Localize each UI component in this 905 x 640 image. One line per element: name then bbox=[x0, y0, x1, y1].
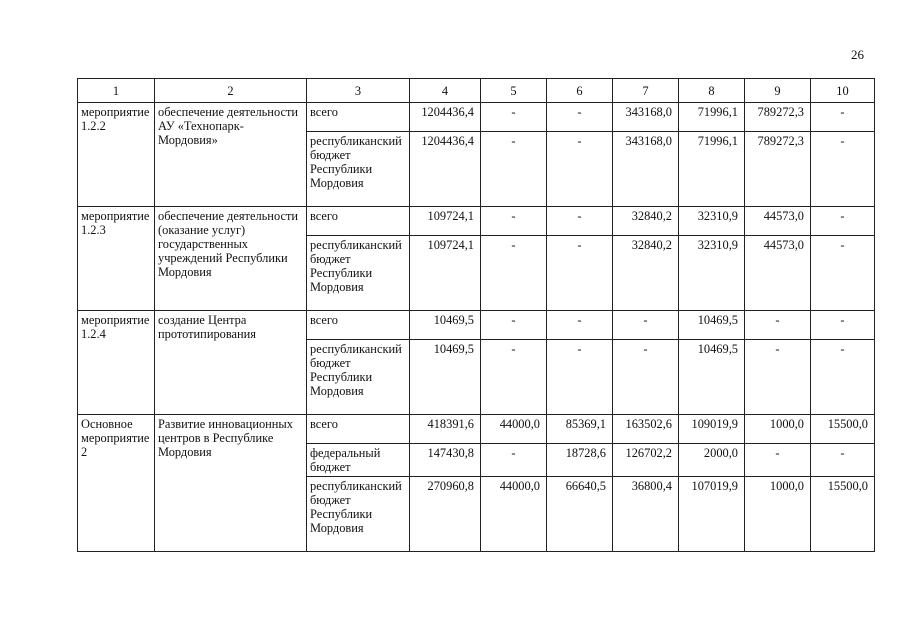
column-header: 8 bbox=[679, 79, 745, 103]
funding-source-cell: всего bbox=[307, 415, 410, 444]
amount-cell: 32840,2 bbox=[613, 207, 679, 236]
amount-cell: 147430,8 bbox=[410, 444, 481, 477]
amount-cell: 789272,3 bbox=[745, 132, 811, 207]
funding-source-cell: федеральный бюджет bbox=[307, 444, 410, 477]
amount-cell: - bbox=[811, 132, 875, 207]
funding-source-cell: республиканский бюджет Республики Мордовия bbox=[307, 340, 410, 415]
amount-cell: - bbox=[481, 132, 547, 207]
amount-cell: - bbox=[613, 311, 679, 340]
amount-cell: 1000,0 bbox=[745, 415, 811, 444]
amount-cell: - bbox=[745, 340, 811, 415]
column-header: 10 bbox=[811, 79, 875, 103]
column-header: 6 bbox=[547, 79, 613, 103]
amount-cell: 32310,9 bbox=[679, 207, 745, 236]
amount-cell: 66640,5 bbox=[547, 477, 613, 552]
amount-cell: 1000,0 bbox=[745, 477, 811, 552]
amount-cell: 15500,0 bbox=[811, 415, 875, 444]
amount-cell: 2000,0 bbox=[679, 444, 745, 477]
amount-cell: 18728,6 bbox=[547, 444, 613, 477]
column-header: 2 bbox=[155, 79, 307, 103]
amount-cell: - bbox=[811, 340, 875, 415]
funding-source-cell: всего bbox=[307, 103, 410, 132]
table-row bbox=[78, 103, 875, 132]
column-header: 1 bbox=[78, 79, 155, 103]
activity-code-cell: мероприятие 1.2.3 bbox=[78, 207, 155, 311]
amount-cell: 109724,1 bbox=[410, 236, 481, 311]
activity-name-cell: обеспечение деятельности АУ «Технопарк-Мордовия» bbox=[155, 103, 307, 207]
funding-source-cell: республиканский бюджет Республики Мордовия bbox=[307, 477, 410, 552]
activity-name-cell: Развитие инновационных центров в Республике Мордовия bbox=[155, 415, 307, 552]
amount-cell: 418391,6 bbox=[410, 415, 481, 444]
amount-cell: 109019,9 bbox=[679, 415, 745, 444]
amount-cell: - bbox=[481, 444, 547, 477]
funding-source-cell: республиканский бюджет Республики Мордовия bbox=[307, 236, 410, 311]
table-header-row bbox=[78, 79, 875, 103]
activity-code-cell: мероприятие 1.2.4 bbox=[78, 311, 155, 415]
amount-cell: - bbox=[481, 207, 547, 236]
funding-source-cell: всего bbox=[307, 207, 410, 236]
amount-cell: 10469,5 bbox=[410, 340, 481, 415]
table-row bbox=[78, 207, 875, 236]
amount-cell: - bbox=[811, 103, 875, 132]
activity-code-cell: мероприятие 1.2.2 bbox=[78, 103, 155, 207]
amount-cell: 32840,2 bbox=[613, 236, 679, 311]
amount-cell: - bbox=[811, 236, 875, 311]
amount-cell: - bbox=[745, 311, 811, 340]
amount-cell: - bbox=[811, 444, 875, 477]
activity-name-cell: обеспечение деятельности (оказание услуг) государственных учреждений Республики Мордовия bbox=[155, 207, 307, 311]
amount-cell: 789272,3 bbox=[745, 103, 811, 132]
amount-cell: 270960,8 bbox=[410, 477, 481, 552]
amount-cell: 71996,1 bbox=[679, 103, 745, 132]
amount-cell: - bbox=[481, 236, 547, 311]
amount-cell: - bbox=[481, 311, 547, 340]
amount-cell: 343168,0 bbox=[613, 132, 679, 207]
column-header: 9 bbox=[745, 79, 811, 103]
amount-cell: - bbox=[547, 207, 613, 236]
amount-cell: - bbox=[613, 340, 679, 415]
amount-cell: 44000,0 bbox=[481, 477, 547, 552]
amount-cell: 44000,0 bbox=[481, 415, 547, 444]
amount-cell: 85369,1 bbox=[547, 415, 613, 444]
page-number: 26 bbox=[851, 47, 864, 62]
activity-code-cell: Основное мероприятие 2 bbox=[78, 415, 155, 552]
column-header: 7 bbox=[613, 79, 679, 103]
amount-cell: - bbox=[811, 311, 875, 340]
amount-cell: - bbox=[547, 132, 613, 207]
amount-cell: - bbox=[547, 311, 613, 340]
amount-cell: 71996,1 bbox=[679, 132, 745, 207]
amount-cell: 10469,5 bbox=[679, 311, 745, 340]
amount-cell: 1204436,4 bbox=[410, 103, 481, 132]
amount-cell: - bbox=[481, 340, 547, 415]
amount-cell: - bbox=[745, 444, 811, 477]
amount-cell: 15500,0 bbox=[811, 477, 875, 552]
amount-cell: 107019,9 bbox=[679, 477, 745, 552]
amount-cell: 32310,9 bbox=[679, 236, 745, 311]
amount-cell: - bbox=[481, 103, 547, 132]
amount-cell: - bbox=[547, 103, 613, 132]
amount-cell: - bbox=[811, 207, 875, 236]
column-header: 3 bbox=[307, 79, 410, 103]
amount-cell: 343168,0 bbox=[613, 103, 679, 132]
table-row bbox=[78, 415, 875, 444]
column-header: 4 bbox=[410, 79, 481, 103]
funding-source-cell: всего bbox=[307, 311, 410, 340]
table-row bbox=[78, 311, 875, 340]
amount-cell: 163502,6 bbox=[613, 415, 679, 444]
amount-cell: 109724,1 bbox=[410, 207, 481, 236]
amount-cell: 126702,2 bbox=[613, 444, 679, 477]
amount-cell: 44573,0 bbox=[745, 236, 811, 311]
column-header: 5 bbox=[481, 79, 547, 103]
activity-name-cell: создание Центра прототипирования bbox=[155, 311, 307, 415]
amount-cell: 1204436,4 bbox=[410, 132, 481, 207]
budget-table bbox=[77, 78, 875, 552]
amount-cell: 44573,0 bbox=[745, 207, 811, 236]
funding-source-cell: республиканский бюджет Республики Мордовия bbox=[307, 132, 410, 207]
amount-cell: 36800,4 bbox=[613, 477, 679, 552]
amount-cell: - bbox=[547, 340, 613, 415]
amount-cell: 10469,5 bbox=[679, 340, 745, 415]
amount-cell: - bbox=[547, 236, 613, 311]
amount-cell: 10469,5 bbox=[410, 311, 481, 340]
